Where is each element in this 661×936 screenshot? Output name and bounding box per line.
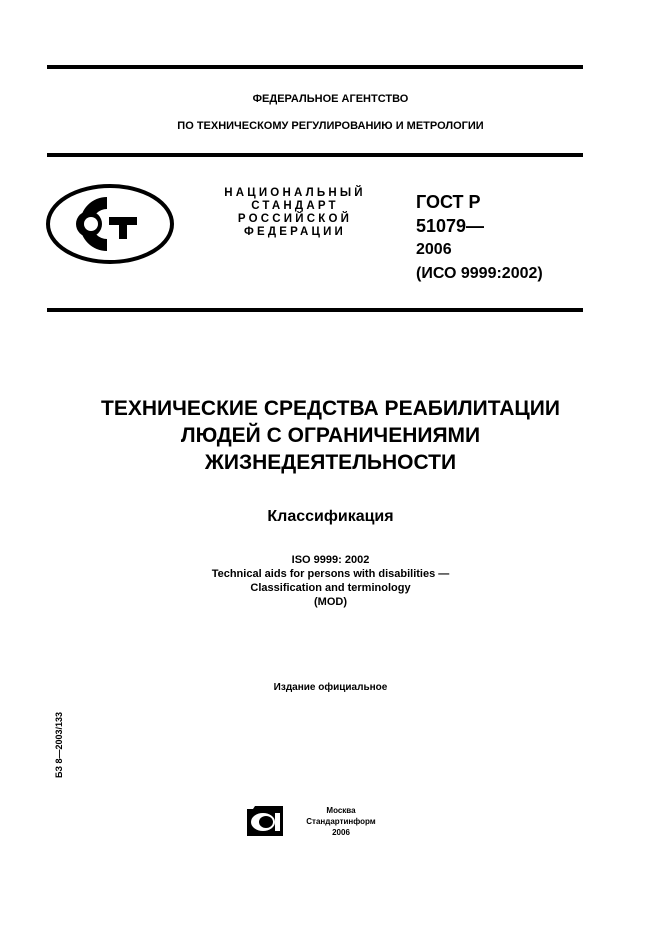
side-code: БЗ 8—2003/133 (54, 711, 64, 779)
publisher-name: Стандартинформ (306, 817, 376, 826)
title-line: ЖИЗНЕДЕЯТЕЛЬНОСТИ (204, 451, 457, 474)
divider (47, 153, 583, 157)
iso-line: Technical aids for persons with disabilities — (211, 568, 450, 580)
divider (47, 308, 583, 312)
standard-designation (416, 190, 543, 286)
publisher-city: Москва (326, 806, 356, 815)
publisher-info (298, 805, 384, 838)
publisher-year: 2006 (332, 828, 350, 837)
standard-type-line: НАЦИОНАЛЬНЫЙ (224, 187, 366, 199)
standard-type-line: РОССИЙСКОЙ (237, 213, 353, 225)
iso-reference (0, 553, 661, 609)
iso-line: ISO 9999: 2002 (291, 554, 370, 566)
edition-label: Издание официальное (273, 682, 388, 693)
designation-line: 2006 (416, 241, 452, 258)
designation-line: (ИСО 9999:2002) (416, 265, 543, 282)
document-title (0, 395, 661, 476)
standard-type-line: СТАНДАРТ (251, 200, 339, 212)
publisher-logo-icon (245, 805, 285, 837)
divider (47, 65, 583, 69)
designation-line: 51079— (416, 216, 485, 236)
title-line: ТЕХНИЧЕСКИЕ СРЕДСТВА РЕАБИЛИТАЦИИ (101, 397, 560, 420)
iso-line: Classification and terminology (250, 582, 411, 594)
document-subtitle: Классификация (267, 508, 394, 525)
title-line: ЛЮДЕЙ С ОГРАНИЧЕНИЯМИ (180, 424, 481, 447)
designation-line: ГОСТ Р (416, 192, 481, 212)
rst-logo-icon (45, 183, 175, 265)
standard-type-line: ФЕДЕРАЦИИ (243, 226, 347, 238)
agency-line: ПО ТЕХНИЧЕСКОМУ РЕГУЛИРОВАНИЮ И МЕТРОЛОГИИ (177, 120, 484, 132)
agency-line: ФЕДЕРАЛЬНОЕ АГЕНТСТВО (252, 93, 409, 105)
iso-line: (MOD) (314, 596, 347, 608)
